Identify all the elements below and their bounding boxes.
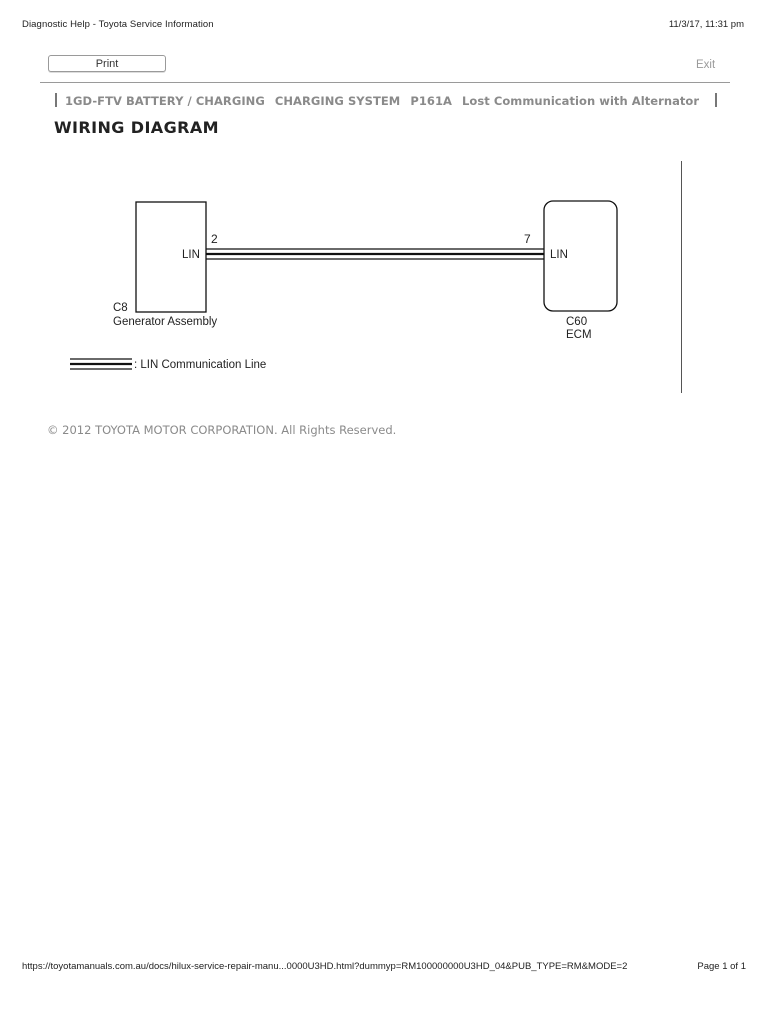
breadcrumb-item: CHARGING SYSTEM (274, 94, 401, 108)
legend-line-sample (70, 359, 132, 369)
generator-pin-number: 2 (211, 232, 218, 246)
breadcrumb-item: Lost Communication with Alternator (462, 94, 700, 108)
generator-pin-label: LIN (182, 249, 200, 261)
wiring-diagram (0, 0, 768, 420)
breadcrumb-item: P161A (410, 94, 452, 108)
generator-name: Generator Assembly (113, 316, 218, 328)
lin-communication-wire (206, 249, 544, 259)
ecm-code: C60 (566, 316, 588, 328)
content-right-border (681, 161, 682, 393)
generator-code: C8 (113, 302, 128, 314)
ecm-name: ECM (566, 329, 592, 341)
breadcrumb-item: 1GD-FTV BATTERY / CHARGING (65, 94, 265, 108)
footer-url: https://toyotamanuals.com.au/docs/hilux-service-repair-manu...0000U3HD.html?dummyp=RM100000000U3HD_04&PUB_TYPE=RM&MODE=2 (22, 961, 628, 972)
page-title: WIRING DIAGRAM (54, 118, 219, 137)
ecm-pin-label: LIN (550, 249, 568, 261)
legend-label: : LIN Communication Line (134, 359, 267, 371)
print-button[interactable]: Print (48, 55, 166, 72)
ecm-pin-number: 7 (524, 232, 531, 246)
copyright-notice: © 2012 TOYOTA MOTOR CORPORATION. All Rights Reserved. (47, 423, 397, 437)
exit-link[interactable]: Exit (696, 59, 716, 71)
footer-page-number: Page 1 of 1 (697, 961, 746, 972)
document-title: Diagnostic Help - Toyota Service Information (22, 19, 214, 30)
print-timestamp: 11/3/17, 11:31 pm (668, 19, 744, 30)
